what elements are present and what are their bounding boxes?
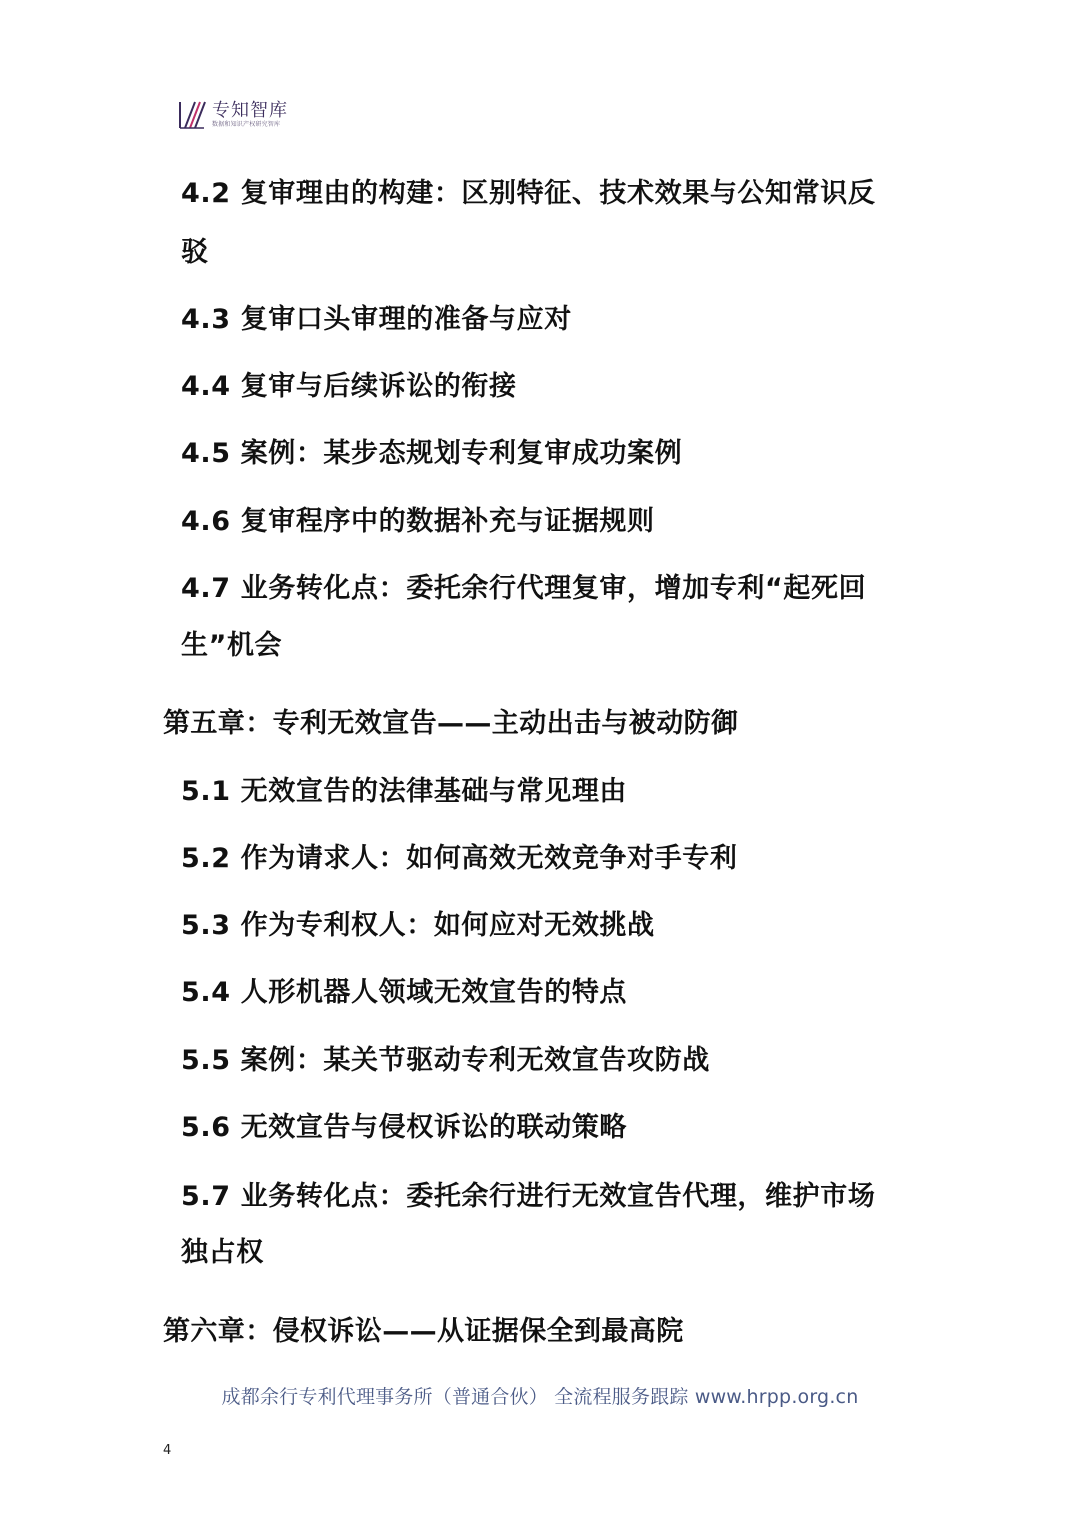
toc-item-5-7-continued: 独占权	[181, 1237, 264, 1268]
logo-mark-icon	[176, 100, 206, 130]
logo-name: 专知智库	[212, 100, 288, 121]
chapter-5-heading: 第五章：专利无效宣告——主动出击与被动防御	[163, 708, 739, 739]
toc-item-4-5: 4.5 案例：某步态规划专利复审成功案例	[181, 438, 683, 469]
footer-text: 成都余行专利代理事务所（普通合伙） 全流程服务跟踪 www.hrpp.org.cn	[221, 1386, 859, 1408]
toc-item-4-7-continued: 生”机会	[181, 630, 283, 661]
logo-subtitle: 数据和知识产权研究智库	[212, 121, 281, 128]
toc-item-5-4: 5.4 人形机器人领域无效宣告的特点	[181, 977, 628, 1008]
toc-item-4-2-continued: 驳	[181, 237, 209, 268]
toc-item-5-6: 5.6 无效宣告与侵权诉讼的联动策略	[181, 1112, 628, 1143]
chapter-6-heading: 第六章：侵权诉讼——从证据保全到最高院	[163, 1316, 684, 1347]
logo-text	[212, 101, 288, 129]
toc-item-4-6: 4.6 复审程序中的数据补充与证据规则	[181, 506, 655, 537]
logo	[176, 98, 288, 132]
toc-item-5-2: 5.2 作为请求人：如何高效无效竞争对手专利	[181, 843, 738, 874]
toc-item-4-3: 4.3 复审口头审理的准备与应对	[181, 304, 572, 335]
toc-item-5-1: 5.1 无效宣告的法律基础与常见理由	[181, 776, 628, 807]
toc-item-4-2: 4.2 复审理由的构建：区别特征、技术效果与公知常识反	[181, 178, 876, 209]
toc-item-5-3: 5.3 作为专利权人：如何应对无效挑战	[181, 910, 655, 941]
toc-item-5-7: 5.7 业务转化点：委托余行进行无效宣告代理，维护市场	[181, 1181, 876, 1212]
toc-item-4-4: 4.4 复审与后续诉讼的衔接	[181, 371, 517, 402]
toc-item-4-7: 4.7 业务转化点：委托余行代理复审，增加专利“起死回	[181, 573, 867, 604]
toc-item-5-5: 5.5 案例：某关节驱动专利无效宣告攻防战	[181, 1045, 710, 1076]
page-number: 4	[163, 1443, 172, 1458]
